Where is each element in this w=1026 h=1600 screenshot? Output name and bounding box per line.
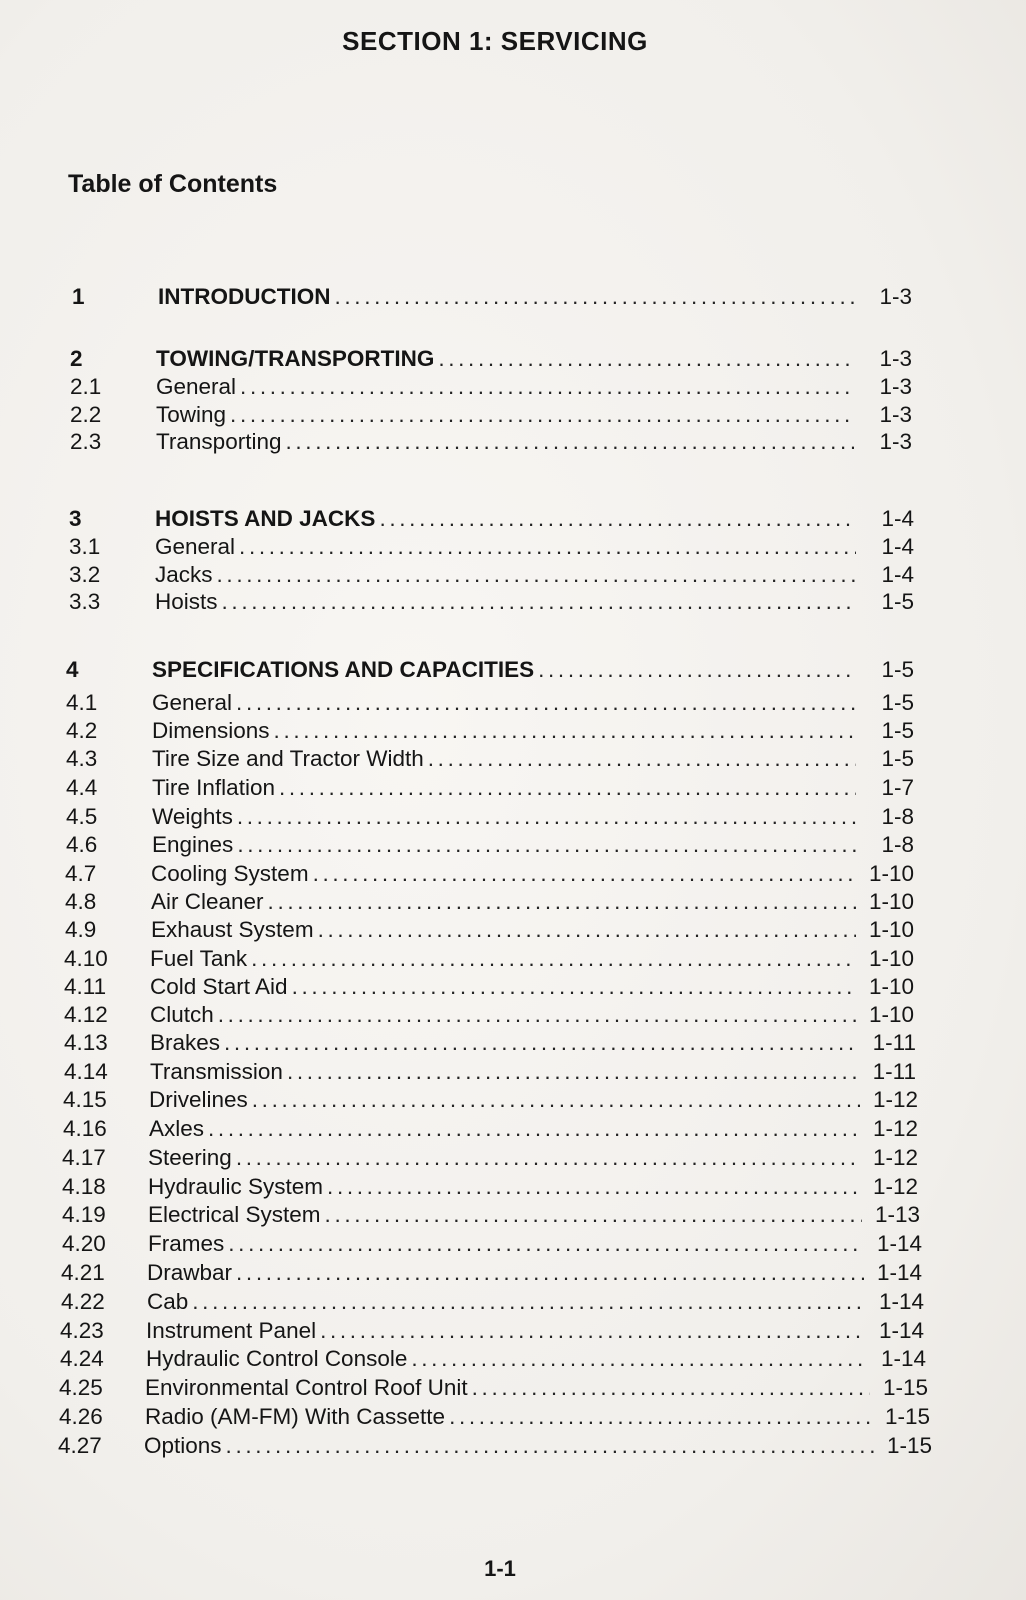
toc-entry-title: INTRODUCTION [158,284,331,309]
toc-entry [66,716,914,746]
toc-entry-page: 1-4 [881,562,914,587]
toc-entry-page: 1-10 [868,1002,914,1027]
dot-leader [237,830,856,860]
toc-entry-page: 1-10 [868,946,914,971]
toc-entry [62,1172,918,1202]
toc-entry-page: 1-12 [872,1174,918,1199]
dot-leader [236,1258,864,1288]
toc-entry-page: 1-7 [881,775,914,800]
toc-entry-title: General [152,690,233,715]
toc-entry-page: 1-12 [872,1116,918,1141]
toc-entry-number: 4.23 [60,1318,104,1343]
toc-entry-number: 2.1 [70,374,102,399]
toc-entry [66,655,914,685]
toc-entry-page: 1-12 [872,1145,918,1170]
toc-entry-title: Tire Inflation [152,775,275,800]
toc-entry-page: 1-8 [881,832,914,857]
dot-leader [318,915,856,945]
toc-entry-title: Dimensions [152,718,270,743]
toc-entry [65,887,914,917]
toc-entry-page: 1-5 [881,690,914,715]
toc-entry-title: Instrument Panel [146,1318,317,1343]
dot-leader [251,944,856,974]
dot-leader [218,1000,856,1030]
dot-leader [268,887,856,917]
dot-leader [320,1316,866,1346]
toc-entry-page: 1-12 [872,1087,918,1112]
dot-leader [240,372,854,402]
dot-leader [325,1200,862,1230]
toc-entry-page: 1-5 [881,746,914,771]
toc-entry [60,1344,926,1374]
toc-entry-number: 3.2 [69,562,101,587]
toc-entry-page: 1-15 [886,1433,932,1458]
toc-entry-number: 4.27 [58,1433,102,1458]
toc-entry-title: Tire Size and Tractor Width [152,746,424,771]
toc-entry [66,802,914,832]
dot-leader [208,1114,860,1144]
toc-entry-number: 4.7 [65,861,97,886]
toc-entry-page: 1-5 [881,657,914,682]
toc-entry-number: 4.14 [64,1059,108,1084]
dot-leader [226,1431,874,1461]
toc-entry [62,1229,922,1259]
toc-entry-title: Cooling System [151,861,309,886]
toc-entry [66,744,914,774]
toc-entry-title: Engines [152,832,234,857]
toc-entry-number: 2.2 [70,402,102,427]
toc-entry [64,944,914,974]
dot-leader [230,400,854,430]
toc-entry [69,504,914,534]
toc-entry-title: SPECIFICATIONS AND CAPACITIES [152,657,535,682]
toc-entry-page: 1-3 [879,374,912,399]
toc-entry-number: 4.16 [63,1116,107,1141]
toc-entry-number: 4.2 [66,718,98,743]
toc-entry-page: 1-15 [882,1375,928,1400]
toc-entry [64,1028,916,1058]
toc-entry-number: 4.9 [65,917,97,942]
toc-entry-number: 4.11 [64,974,107,999]
toc-entry-title: Air Cleaner [151,889,264,914]
toc-entry [66,830,914,860]
toc-entry-title: Weights [152,804,233,829]
toc-entry-page: 1-14 [880,1346,926,1371]
toc-entry [59,1373,928,1403]
toc-entry [63,1085,918,1115]
toc-entry [58,1431,932,1461]
toc-entry-number: 4.12 [64,1002,108,1027]
toc-entry-title: Hoists [155,589,218,614]
dot-leader [222,587,856,617]
toc-heading: Table of Contents [68,170,278,198]
dot-leader [239,532,856,562]
toc-entry-page: 1-3 [879,402,912,427]
toc-entry-title: Clutch [150,1002,214,1027]
toc-entry-number: 4.10 [64,946,108,971]
toc-entry-page: 1-4 [881,534,914,559]
toc-entry-title: Steering [148,1145,232,1170]
dot-leader [236,1143,860,1173]
toc-entry-title: Towing [156,402,227,427]
toc-entry-page: 1-10 [868,917,914,942]
toc-entry-title: Electrical System [148,1202,321,1227]
toc-entry-number: 4.3 [66,746,98,771]
toc-entry [60,1316,924,1346]
dot-leader [237,802,856,832]
toc-entry-page: 1-4 [881,506,914,531]
toc-entry-page: 1-10 [868,889,914,914]
dot-leader [192,1287,866,1317]
toc-entry-page: 1-14 [876,1231,922,1256]
toc-entry-page: 1-10 [868,974,914,999]
toc-entry-page: 1-11 [872,1030,916,1055]
dot-leader [449,1402,872,1432]
toc-entry-page: 1-14 [878,1289,924,1314]
toc-entry [65,915,914,945]
toc-entry-title: Cab [147,1289,189,1314]
toc-entry-title: Frames [148,1231,225,1256]
toc-entry-number: 4.18 [62,1174,106,1199]
toc-entry-number: 4.15 [63,1087,107,1112]
dot-leader [224,1028,858,1058]
toc-entry [70,344,912,374]
toc-entry-number: 4.17 [62,1145,106,1170]
dot-leader [285,427,854,457]
toc-entry-title: Axles [149,1116,205,1141]
toc-entry-number: 4.22 [61,1289,105,1314]
toc-entry [69,587,914,617]
dot-leader [292,972,856,1002]
toc-entry-title: Jacks [155,562,213,587]
dot-leader [274,716,856,746]
toc-entry-title: Transmission [150,1059,283,1084]
toc-entry-number: 4.24 [60,1346,104,1371]
toc-entry [69,532,914,562]
toc-entry-number: 4.13 [64,1030,108,1055]
dot-leader [335,282,855,312]
dot-leader [236,688,856,718]
toc-entry-number: 4.1 [66,690,98,715]
toc-entry [64,1000,914,1030]
toc-entry [61,1287,924,1317]
toc-entry [66,688,914,718]
dot-leader [217,560,856,590]
toc-entry-number: 2.3 [70,429,102,454]
toc-entry-title: Cold Start Aid [150,974,288,999]
toc-entry-title: TOWING/TRANSPORTING [156,346,435,371]
toc-entry-number: 4.5 [66,804,98,829]
toc-entry-title: Environmental Control Roof Unit [145,1375,468,1400]
toc-entry [70,400,912,430]
toc-entry-page: 1-14 [878,1318,924,1343]
toc-entry-title: Brakes [150,1030,221,1055]
toc-entry-page: 1-13 [874,1202,920,1227]
toc-entry-number: 3 [69,506,82,531]
toc-entry-number: 4.6 [66,832,98,857]
toc-entry-page: 1-5 [881,589,914,614]
toc-entry-title: Exhaust System [151,917,314,942]
dot-leader [252,1085,860,1115]
toc-entry [69,560,914,590]
toc-entry [64,972,914,1002]
toc-entry-title: General [155,534,236,559]
toc-entry-number: 4.8 [65,889,97,914]
toc-entry-title: Drawbar [147,1260,233,1285]
toc-entry-number: 2 [70,346,83,371]
toc-entry-page: 1-15 [884,1404,930,1429]
toc-entry-page: 1-5 [881,718,914,743]
dot-leader [438,344,854,374]
toc-entry-title: General [156,374,237,399]
dot-leader [279,773,856,803]
toc-entry-page: 1-8 [881,804,914,829]
toc-entry [61,1258,922,1288]
toc-entry-number: 4 [66,657,79,682]
toc-entry [72,282,912,312]
toc-entry-number: 4.21 [61,1260,105,1285]
toc-entry-number: 4.4 [66,775,98,800]
dot-leader [411,1344,868,1374]
toc-entry-title: Radio (AM-FM) With Cassette [145,1404,446,1429]
toc-entry [63,1114,918,1144]
dot-leader [379,504,856,534]
toc-entry-page: 1-3 [879,429,912,454]
toc-entry [62,1143,918,1173]
toc-entry-number: 3.3 [69,589,101,614]
toc-entry [62,1200,920,1230]
toc-entry [59,1402,930,1432]
toc-entry-title: Options [144,1433,222,1458]
dot-leader [538,655,856,685]
toc-entry [65,859,914,889]
page-number: 1-1 [484,1556,516,1581]
dot-leader [472,1373,870,1403]
toc-entry [70,427,912,457]
toc-entry-number: 4.25 [59,1375,103,1400]
toc-entry-page: 1-3 [879,284,912,309]
toc-entry-page: 1-10 [868,861,914,886]
toc-entry [64,1057,916,1087]
toc-entry-title: Hydraulic System [148,1174,324,1199]
toc-entry-page: 1-3 [879,346,912,371]
dot-leader [428,744,856,774]
toc-entry-title: Fuel Tank [150,946,248,971]
toc-entry-number: 4.26 [59,1404,103,1429]
dot-leader [228,1229,864,1259]
toc-entry-number: 4.20 [62,1231,106,1256]
toc-entry-title: Hydraulic Control Console [146,1346,408,1371]
toc-entry-page: 1-11 [872,1059,916,1084]
dot-leader [287,1057,858,1087]
toc-entry [70,372,912,402]
dot-leader [327,1172,860,1202]
toc-entry [66,773,914,803]
toc-entry-number: 3.1 [69,534,101,559]
dot-leader [313,859,856,889]
toc-entry-number: 4.19 [62,1202,106,1227]
section-title: SECTION 1: SERVICING [342,26,648,56]
toc-entry-title: Drivelines [149,1087,248,1112]
toc-entry-title: HOISTS AND JACKS [155,506,376,531]
toc-entry-number: 1 [72,284,85,309]
toc-entry-page: 1-14 [876,1260,922,1285]
toc-entry-title: Transporting [156,429,282,454]
